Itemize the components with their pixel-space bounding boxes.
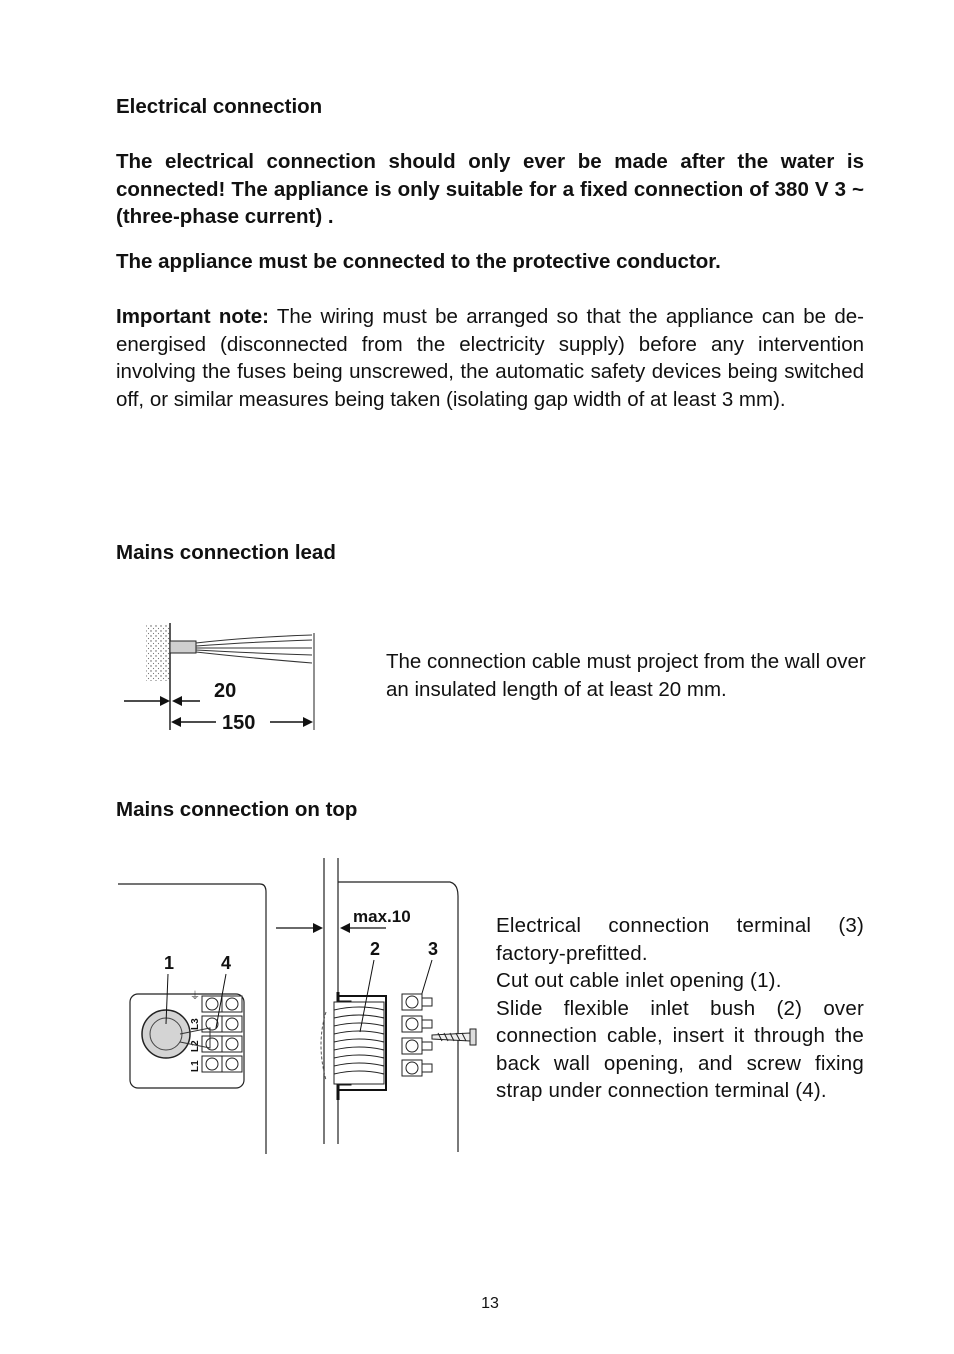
terminal-l2-label: L2 — [190, 1040, 201, 1052]
connection-terminal-block — [402, 994, 432, 1076]
instruction-step-1: Electrical connection terminal (3) factory-prefitted. — [496, 914, 864, 965]
top-connection-diagram — [110, 852, 490, 1162]
important-note — [116, 303, 864, 413]
protective-conductor-note: The appliance must be connected to the protective conductor. — [116, 250, 721, 273]
callout-1: 1 — [164, 953, 175, 973]
section-title-electrical-connection: Electrical connection — [116, 95, 323, 118]
cable-sheath — [170, 641, 196, 653]
wall-section — [146, 625, 170, 681]
cable-projection-description: The connection cable must project from the wall over an insulated length of at least 20 mm. — [386, 650, 866, 701]
callout-4: 4 — [221, 953, 232, 973]
dim-150-label: 150 — [222, 712, 256, 734]
important-note-label: Important note: — [116, 305, 269, 328]
flexible-inlet-bush — [321, 992, 386, 1100]
terminal-block-left — [202, 996, 242, 1072]
section-title-mains-connection-lead: Mains connection lead — [116, 541, 336, 564]
instruction-step-3: Slide flexible inlet bush (2) over connection cable, insert it through the back wall opening, and screw fixing strap under connection terminal (4). — [496, 996, 864, 1102]
fixing-screw — [432, 1029, 476, 1045]
dim-20-label: 20 — [214, 680, 237, 702]
terminal-l3-label: L3 — [190, 1018, 201, 1030]
terminal-l1-label: L1 — [190, 1060, 201, 1072]
connection-warning: The electrical connection should only ever be made after the water is connected! The appliance is only suitable for a fixed connection of 380 V 3 ~ (three-phase current) . — [116, 150, 864, 228]
section-title-mains-connection-on-top: Mains connection on top — [116, 798, 358, 821]
callout-3: 3 — [428, 939, 439, 959]
callout-2: 2 — [370, 939, 381, 959]
top-connection-instructions — [496, 912, 864, 1105]
cable-projection-diagram — [110, 615, 330, 740]
earth-symbol: ⏚ — [190, 991, 200, 1002]
important-note-text: The wiring must be arranged so that the appliance can be de-energised (disconnected from the electricity supply) before any intervention involving the fuses being unscrewed, the automatic safety devices being switched off, or similar measures being taken (isolating gap width of at least 3 mm). — [116, 305, 864, 411]
cable-wires — [196, 635, 312, 663]
max-10-label: max.10 — [353, 907, 411, 926]
instruction-step-2: Cut out cable inlet opening (1). — [496, 969, 782, 992]
page-number: 13 — [481, 1295, 499, 1312]
